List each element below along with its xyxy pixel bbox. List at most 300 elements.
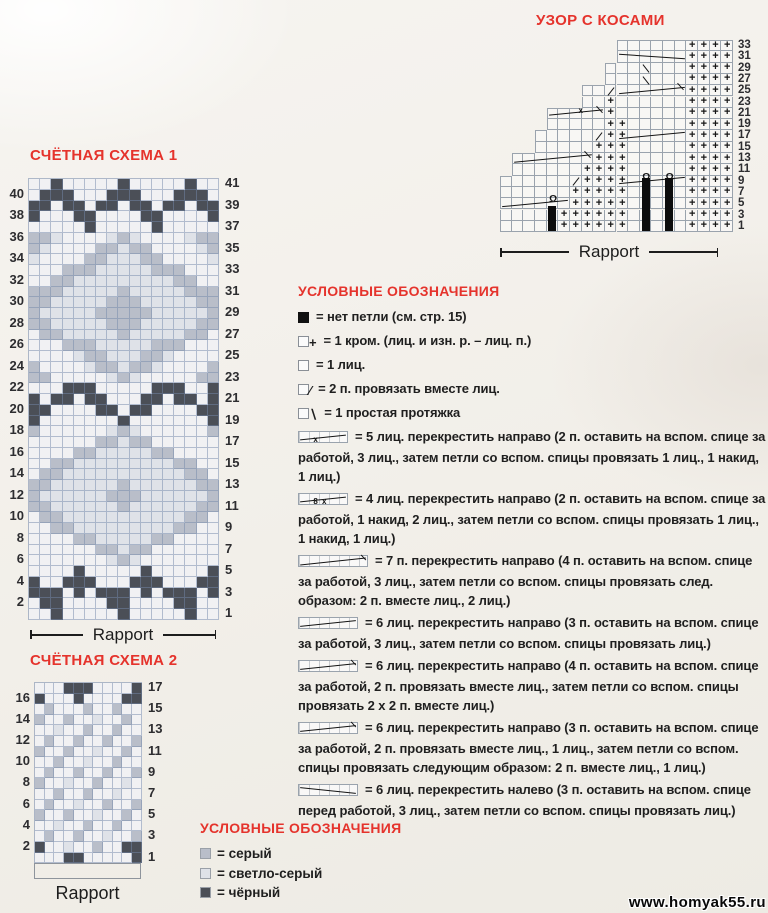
chart-cell [63, 448, 74, 459]
chart-cell [174, 545, 185, 556]
chart-cell [208, 588, 219, 599]
chart-cell [85, 566, 96, 577]
chart-cell [54, 810, 64, 821]
chart-cell [163, 491, 174, 502]
chart-cell [132, 768, 142, 779]
chart-cell [197, 233, 208, 244]
chart-cell [29, 502, 40, 513]
cable-cell [500, 221, 512, 232]
cable-symbol-icon [298, 555, 368, 567]
chart-cell [130, 330, 141, 341]
chart-cell [85, 308, 96, 319]
chart-cell [208, 491, 219, 502]
chart-cell [152, 512, 163, 523]
chart-cell [96, 534, 107, 545]
cable-symbol-icon [298, 493, 348, 505]
chart-cell [197, 190, 208, 201]
plus-symbol: + [700, 38, 708, 51]
chart-cell [85, 555, 96, 566]
row-number-right: 25 [225, 347, 240, 362]
row-number-left: 28 [9, 314, 24, 330]
chart-cell [74, 469, 85, 480]
cable-symbol-icon [298, 431, 348, 443]
chart-cell [152, 297, 163, 308]
plus-symbol: + [607, 196, 614, 209]
chart-cell [107, 362, 118, 373]
plus-symbol: + [584, 196, 591, 209]
chart-cell [54, 694, 64, 705]
row-number-left: 16 [15, 689, 30, 705]
legend-text: = нет петли (см. стр. 15) [316, 309, 467, 324]
chart-cell [96, 394, 107, 405]
cable-cell [651, 142, 663, 153]
chart-cell [74, 694, 84, 705]
chart-cell [84, 715, 94, 726]
row-number-left: 26 [9, 336, 24, 352]
cable-cell [663, 97, 675, 108]
plus-symbol: + [619, 174, 626, 187]
chart-cell [29, 330, 40, 341]
plus-symbol: + [723, 196, 731, 209]
chart-cell [163, 351, 174, 362]
chart-cell [185, 308, 196, 319]
row-number-left: 36 [9, 228, 24, 244]
chart-cell [130, 437, 141, 448]
cable-cell [535, 221, 547, 232]
chart-cell [96, 233, 107, 244]
cable-cell [512, 176, 524, 187]
chart-cell [103, 725, 113, 736]
chart-cell [74, 789, 84, 800]
chart-cell [40, 491, 51, 502]
chart-cell [141, 480, 152, 491]
chart-cell [107, 190, 118, 201]
rapport-line [32, 634, 83, 636]
plus-symbol: + [688, 95, 696, 107]
chart-cell [64, 853, 74, 864]
chart-cell [107, 448, 118, 459]
cable-cell [640, 153, 652, 164]
chart-cell [152, 394, 163, 405]
chart-cell [35, 831, 45, 842]
chart-cell [152, 480, 163, 491]
chart-cell [197, 383, 208, 394]
rapport-label: Rapport [92, 624, 154, 644]
legend-item [298, 489, 768, 548]
chart-cell [96, 276, 107, 287]
chart-cell [174, 426, 185, 437]
plus-symbol: + [723, 185, 731, 198]
chart-cell [141, 276, 152, 287]
chart-cell [163, 233, 174, 244]
chart-cell [96, 598, 107, 609]
chart-cell [45, 789, 55, 800]
chart-cell [107, 426, 118, 437]
cable-symbol-line [300, 663, 356, 670]
chart-cell [63, 416, 74, 427]
cable-cell [651, 187, 663, 198]
chart-cell [118, 437, 129, 448]
chart-cell [93, 725, 103, 736]
plus-symbol: + [723, 95, 731, 107]
plus-symbol: + [700, 151, 708, 164]
chart-cell [96, 330, 107, 341]
chart-cell [130, 222, 141, 233]
selvedge-icon [298, 336, 309, 347]
row-number-right: 3 [738, 208, 745, 221]
chart-cell [152, 523, 163, 534]
chart-row [35, 694, 142, 705]
chart-cell [107, 373, 118, 384]
chart-cell [107, 276, 118, 287]
chart-cell [74, 330, 85, 341]
chart-cell [132, 778, 142, 789]
chart-cell [40, 405, 51, 416]
chart-cell [85, 233, 96, 244]
chart-cell [174, 244, 185, 255]
chart-cell [107, 523, 118, 534]
chart-row [29, 362, 219, 373]
plus-symbol: + [688, 185, 696, 198]
chart-cell [197, 394, 208, 405]
plus-symbol: + [700, 61, 708, 74]
chart-cell [197, 588, 208, 599]
chart-cell [197, 351, 208, 362]
chart-cell [174, 405, 185, 416]
chart-cell [118, 201, 129, 212]
chart-cell [35, 842, 45, 853]
chart-cell [84, 778, 94, 789]
chart-cell [85, 211, 96, 222]
plus-symbol: + [607, 151, 614, 164]
chart-cell [63, 340, 74, 351]
row-number-left: 10 [9, 508, 24, 524]
row-number-right: 7 [225, 540, 233, 556]
chart-cell [174, 469, 185, 480]
cable-cell [523, 221, 535, 232]
chart-cell [63, 609, 74, 620]
chart-cell [152, 265, 163, 276]
chart-cell [29, 566, 40, 577]
chart-cell [208, 405, 219, 416]
chart-cell [118, 566, 129, 577]
cable-cell [663, 40, 675, 51]
plus-symbol: + [688, 106, 696, 119]
legend-item [298, 780, 768, 820]
chart-cell [141, 448, 152, 459]
chart-cell [118, 502, 129, 513]
chart-cell [107, 330, 118, 341]
cable-cell [512, 164, 524, 175]
plus-symbol: + [619, 208, 626, 220]
chart-cell [85, 254, 96, 265]
chart-cell [35, 810, 45, 821]
chart-cell [197, 362, 208, 373]
chart-cell [96, 179, 107, 190]
chart-cell [122, 725, 132, 736]
chart1-title: СЧЁТНАЯ СХЕМА 1 [30, 147, 178, 164]
cable-cell [675, 119, 687, 130]
chart-cell [103, 853, 113, 864]
row-number-left: 18 [9, 422, 24, 438]
color-legend-text: = светло-серый [217, 865, 323, 881]
chart-cell [118, 340, 129, 351]
chart-cell [185, 523, 196, 534]
chart-cell [174, 351, 185, 362]
row-number-right: 1 [225, 605, 233, 620]
color-legend-items [200, 844, 500, 903]
chart-cell [74, 853, 84, 864]
chart-cell [185, 480, 196, 491]
chart-cell [84, 842, 94, 853]
chart-cell [103, 789, 113, 800]
glyph: + [309, 335, 317, 350]
chart-cell [130, 588, 141, 599]
chart-cell [40, 577, 51, 588]
chart-cell [113, 789, 123, 800]
row-number-right: 3 [148, 827, 156, 843]
chart-cell [40, 545, 51, 556]
chart-cell [107, 534, 118, 545]
chart-row [29, 201, 219, 212]
chart-cell [40, 373, 51, 384]
chart-cell [85, 297, 96, 308]
chart-cell [107, 555, 118, 566]
chart-cell [113, 821, 123, 832]
chart-cell [74, 437, 85, 448]
chart-cell [29, 373, 40, 384]
chart-cell [74, 383, 85, 394]
chart-cell [63, 308, 74, 319]
row-number-right: 35 [225, 239, 240, 255]
row-number-right: 5 [225, 562, 233, 577]
legend-item [298, 307, 768, 328]
chart-cell [93, 683, 103, 694]
rapport-box [34, 863, 141, 879]
chart-cell [45, 736, 55, 747]
chart-cell [74, 577, 85, 588]
chart-cell [113, 810, 123, 821]
chart-cell [51, 276, 62, 287]
chart-cell [130, 394, 141, 405]
chart-cell [118, 244, 129, 255]
chart-cell [51, 265, 62, 276]
cable-cell [547, 164, 559, 175]
chart-cell [174, 254, 185, 265]
cable-cell [523, 210, 535, 221]
chart-cell [130, 190, 141, 201]
chart-cell [185, 254, 196, 265]
legend-text: = 6 лиц. перекрестить налево (3 п. оставить на вспом. спице перед работой, 3 лиц., затем петли со вспом. спицы провязать лиц.) [298, 782, 751, 818]
chart-cell [130, 244, 141, 255]
chart-cell [93, 778, 103, 789]
plus-symbol: + [712, 106, 719, 119]
plus-symbol: + [700, 72, 708, 85]
chart-cell [74, 800, 84, 811]
cable-cell [675, 164, 687, 175]
chart-cell [197, 297, 208, 308]
plus-symbol: + [619, 117, 626, 130]
chart-cell [208, 426, 219, 437]
plus-symbol: + [595, 174, 603, 187]
chart-cell [163, 437, 174, 448]
chart-cell [84, 736, 94, 747]
chart-cell [208, 244, 219, 255]
chart-cell [141, 459, 152, 470]
chart-row [29, 545, 219, 556]
chart-cell [40, 416, 51, 427]
chart-cell [130, 534, 141, 545]
chart-cell [174, 308, 185, 319]
chart-cell [74, 179, 85, 190]
chart-cell [74, 233, 85, 244]
chart-cell [107, 609, 118, 620]
chart-cell [64, 768, 74, 779]
chart-cell [96, 512, 107, 523]
chart-cell [174, 491, 185, 502]
chart-cell [141, 588, 152, 599]
chart-cell [152, 534, 163, 545]
chart-cell [130, 459, 141, 470]
chart-cell [130, 179, 141, 190]
chart-cell [107, 340, 118, 351]
plus-symbol: + [712, 162, 719, 175]
plus-symbol: + [688, 140, 696, 153]
chart-cell [74, 512, 85, 523]
chart-cell [64, 725, 74, 736]
plus-symbol: + [688, 38, 696, 51]
chart-cell [197, 222, 208, 233]
cable-cell [651, 176, 663, 187]
chart-cell [163, 287, 174, 298]
chart2-title: СЧЁТНАЯ СХЕМА 2 [30, 652, 178, 669]
chart-cell [152, 502, 163, 513]
plus-symbol: + [607, 117, 614, 130]
chart-cell [141, 534, 152, 545]
chart-cell [208, 340, 219, 351]
chart-cell [141, 233, 152, 244]
chart-cell [54, 800, 64, 811]
chart-cell [35, 725, 45, 736]
plus-symbol: + [595, 162, 603, 175]
rapport-line [163, 634, 214, 636]
chart-cell [85, 502, 96, 513]
chart-row [29, 469, 219, 480]
chart-cell [96, 211, 107, 222]
chart-cell [35, 853, 45, 864]
row-number-right: 11 [225, 497, 239, 513]
chart-cell [29, 211, 40, 222]
chart-cell [29, 448, 40, 459]
chart-cell [141, 598, 152, 609]
plus-symbol: + [723, 117, 731, 130]
k2tog-icon [298, 384, 309, 395]
chart-cell [85, 179, 96, 190]
legend-symbol-strip [298, 553, 368, 572]
chart-cell [107, 297, 118, 308]
cable-cell [500, 187, 512, 198]
knit-icon [298, 360, 309, 371]
chart-cell [51, 362, 62, 373]
chart-cell [29, 555, 40, 566]
chart-cell [185, 566, 196, 577]
plus-symbol: + [595, 185, 603, 198]
chart-cell [85, 351, 96, 362]
chart-cell [74, 222, 85, 233]
chart-cell [63, 319, 74, 330]
cable-cell [547, 176, 559, 187]
chart-cell [141, 469, 152, 480]
plus-symbol: + [619, 219, 626, 232]
chart-cell [96, 340, 107, 351]
chart-cell [185, 330, 196, 341]
chart-cell [122, 831, 132, 842]
chart-cell [107, 351, 118, 362]
chart-cell [51, 502, 62, 513]
chart-cell [51, 534, 62, 545]
chart-cell [93, 715, 103, 726]
chart-row [35, 747, 142, 758]
cable-cell [628, 142, 640, 153]
chart-cell [74, 340, 85, 351]
cable-cell [651, 108, 663, 119]
plus-symbol: + [712, 72, 719, 85]
chart-cell [107, 244, 118, 255]
chart-cell [152, 222, 163, 233]
plus-symbol: + [712, 219, 719, 232]
chart-cell [35, 778, 45, 789]
cable-cell [523, 164, 535, 175]
chart-cell [118, 362, 129, 373]
no-stitch-icon [298, 312, 309, 323]
plus-symbol: + [688, 219, 696, 232]
cable-symbol-mark: 8 [313, 497, 318, 506]
chart-cell [96, 222, 107, 233]
chart-cell [93, 810, 103, 821]
chart-cell [141, 545, 152, 556]
chart-row [29, 179, 219, 190]
chart-cell [163, 480, 174, 491]
chart-cell [130, 448, 141, 459]
plus-symbol: + [619, 162, 626, 175]
legend-text: = 1 простая протяжка [324, 405, 461, 420]
chart-cell [197, 201, 208, 212]
chart-cell [29, 383, 40, 394]
chart-cell [122, 747, 132, 758]
chart-cell [113, 757, 123, 768]
chart-grid [34, 682, 142, 863]
chart-cell [96, 287, 107, 298]
chart-cell [132, 715, 142, 726]
chart-cell [74, 308, 85, 319]
chart-cell [113, 715, 123, 726]
chart-cell [185, 469, 196, 480]
row-number-right: 17 [225, 433, 240, 448]
chart-cell [74, 598, 85, 609]
chart-cell [96, 588, 107, 599]
chart-cell [51, 394, 62, 405]
chart-cell [85, 480, 96, 491]
chart-cell [141, 566, 152, 577]
cable-cell [651, 97, 663, 108]
chart-cell [141, 362, 152, 373]
chart-row [29, 319, 219, 330]
chart-cell [130, 265, 141, 276]
chart-row [29, 577, 219, 588]
chart-cell [51, 588, 62, 599]
chart-row [29, 491, 219, 502]
chart-cell [208, 566, 219, 577]
